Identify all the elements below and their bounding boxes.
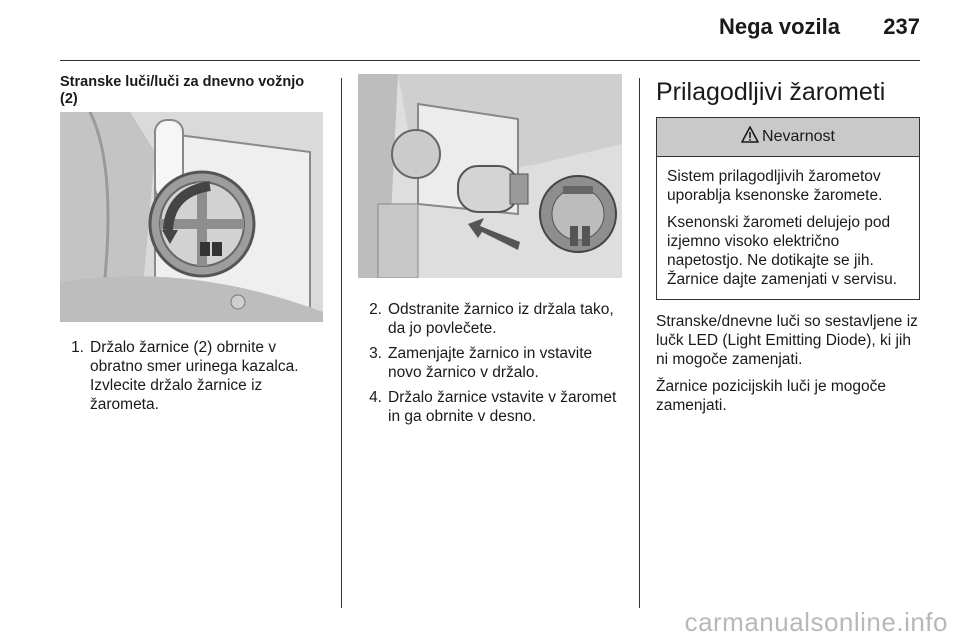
column-1 (60, 74, 325, 420)
steps-list-2 (358, 300, 624, 426)
column-3 (656, 74, 920, 415)
section-subhead: Stranske luči/luči za dnevno vožnjo (2) (60, 74, 305, 107)
figure-bulb-replacement (358, 74, 622, 278)
watermark: carmanualsonline.info (684, 607, 948, 637)
header-title: Nega vozila (718, 14, 840, 39)
column-divider-1 (341, 78, 342, 608)
step-text: Odstranite žarnico iz držala tako, da jo povlečete. (388, 301, 614, 337)
section-title: Prilagodljivi žarometi (656, 78, 886, 106)
warning-paragraph: Sistem prilagodljivih žarometov uporablja ksenonske žaromete. (667, 168, 883, 204)
warning-body (657, 157, 919, 299)
steps-list-1 (60, 338, 325, 414)
step-number: 2. (369, 301, 382, 318)
body-paragraph: Žarnice pozicijskih luči je mogoče zamenjati. (656, 378, 887, 414)
bulb-replacement-illustration (358, 74, 622, 278)
step-text: Držalo žarnice (2) obrnite v obratno smer urinega kazalca. Izvlecite držalo žarnice iz žarometa. (90, 339, 299, 413)
page-number: 237 (883, 14, 920, 39)
body-paragraph: Stranske/dnevne luči so sestavljene iz lučk LED (Light Emitting Diode), ki jih ni mogoče zamenjati. (656, 313, 918, 368)
step-item (358, 300, 624, 338)
bulb-holder-illustration (60, 112, 323, 322)
figure-bulb-holder (60, 112, 323, 322)
warning-paragraph: Ksenonski žarometi delujejo pod izjemno visoko električno napetostjo. Ne dotikajte se jih. Žarnice dajte zamenjati v servisu. (667, 214, 898, 288)
column-divider-2 (639, 78, 640, 608)
step-item (60, 338, 325, 414)
warning-box (656, 117, 920, 300)
header-rule (60, 60, 920, 61)
warning-triangle-icon (741, 126, 759, 148)
step-item (358, 344, 624, 382)
step-number: 1. (71, 339, 84, 356)
step-text: Držalo žarnice vstavite v žaromet in ga obrnite v desno. (388, 389, 617, 425)
step-number: 4. (369, 389, 382, 406)
column-2 (358, 74, 624, 432)
warning-label: Nevarnost (762, 128, 835, 145)
step-text: Zamenjajte žarnico in vstavite novo žarnico v držalo. (388, 345, 593, 381)
step-item (358, 388, 624, 426)
warning-header (657, 118, 919, 157)
step-number: 3. (369, 345, 382, 362)
